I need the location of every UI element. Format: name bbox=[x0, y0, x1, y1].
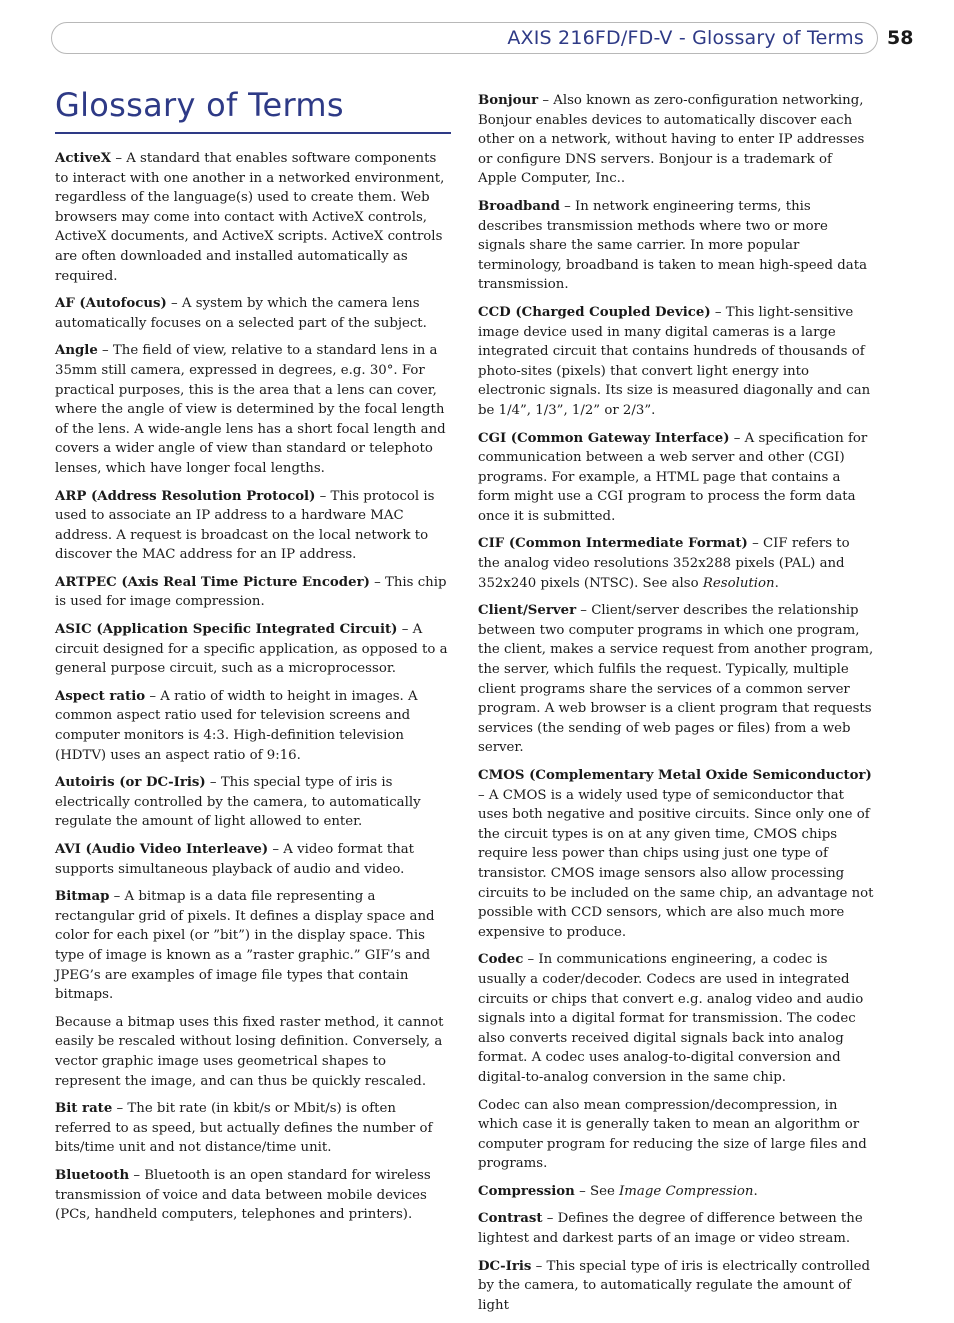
definition-tail: . bbox=[753, 1183, 758, 1199]
glossary-definition: This chip is used for image compression. bbox=[55, 574, 447, 610]
glossary-entry: Contrast – Defines the degree of difference between the lightest and darkest parts of an image or video stream. bbox=[478, 1211, 863, 1247]
glossary-entry: Bonjour – Also known as zero-configuration networking, Bonjour enables devices to automatically discover each other on a network, without having to enter IP addresses or configure DNS servers. Bonjour is a trademark of Apple Computer, Inc.. bbox=[478, 93, 865, 187]
glossary-entry: Client/Server – Client/server describes the relationship between two computer programs in which one program, the client, makes a service request from another program, the server, which fulfils the request. Typically, multiple client programs share the services of a common server program. A web browser is a client program that requests services (the sending of web pages or files) from a web server. bbox=[478, 603, 874, 756]
glossary-definition: In communications engineering, a codec is usually a coder/decoder. Codecs are used in integrated circuits or chips that convert e.g. analog video and audio signals into a digital format for transmission. The codec also converts received digital signals back into analog format. A codec uses analog-to-digital conversion and digital-to-analog conversion in the same chip. bbox=[478, 952, 864, 1085]
definition-tail: . bbox=[774, 575, 779, 591]
page-title: Glossary of Terms bbox=[55, 86, 344, 124]
glossary-definition: A specification for communication between a web server and other (CGI) programs. For example, a HTML page that contains a form might use a CGI program to process the form data once it is submitted. bbox=[478, 430, 868, 524]
glossary-entry: Bit rate – The bit rate (in kbit/s or Mbit/s) is often referred to as speed, but actually defines the number of bits/time unit and not distance/time unit. bbox=[55, 1101, 433, 1156]
glossary-entry: Autoiris (or DC-Iris) – This special type of iris is electrically controlled by the camera, to automatically regulate the amount of light allowed to enter. bbox=[55, 775, 421, 830]
glossary-definition: A bitmap is a data file representing a rectangular grid of pixels. It defines a display space and color for each pixel (or ”bit”) in the display space. This type of image is known as a ”raster graphic.” GIF’s and JPEG’s are examples of image file types that contain bitmaps. bbox=[55, 889, 435, 1003]
glossary-definition: Defines the degree of difference between the lightest and darkest parts of an image or video stream. bbox=[478, 1211, 863, 1247]
glossary-definition: Codec can also mean compression/decompression, in which case it is generally taken to mean an algorithm or computer program for reducing the size of large files and programs. bbox=[478, 1097, 867, 1172]
glossary-term: CIF (Common Intermediate Format) bbox=[478, 536, 748, 552]
glossary-definition: A standard that enables software components to interact with one another in a networked environment, regardless of the language(s) used to create them. Web browsers may come into contact with ActiveX controls, ActiveX documents, and ActiveX scripts. ActiveX controls are often downloaded and installed automatically as required. bbox=[55, 151, 445, 284]
glossary-definition: Because a bitmap uses this fixed raster method, it cannot easily be rescaled without losing definition. Conversely, a vector graphic image uses geometrical shapes to represent the image, and can thus be quickly rescaled. bbox=[55, 1014, 444, 1089]
glossary-definition: Client/server describes the relationship between two computer programs in which one program, the client, makes a service request from another program, the server, which fulfils the request. Typically, multiple client programs share the services of a common server program. A web browser is a client program that requests services (the sending of web pages or files) from a web server. bbox=[478, 603, 874, 756]
glossary-term: ARTPEC (Axis Real Time Picture Encoder) bbox=[55, 574, 370, 590]
glossary-term: Bit rate bbox=[55, 1101, 113, 1117]
glossary-definition: The bit rate (in kbit/s or Mbit/s) is often referred to as speed, but actually defines the number of bits/time unit and not distance/time unit. bbox=[55, 1101, 433, 1156]
glossary-entry: DC-Iris – This special type of iris is electrically controlled by the camera, to automatically regulate the amount of light bbox=[478, 1258, 871, 1313]
title-rule bbox=[55, 132, 451, 134]
glossary-term: CGI (Common Gateway Interface) bbox=[478, 430, 730, 446]
glossary-term: Codec bbox=[478, 952, 524, 968]
glossary-entry: Aspect ratio – A ratio of width to height in images. A common aspect ratio used for television screens and computer monitors is 4:3. High-definition television (HDTV) uses an aspect ratio of 9:16. bbox=[55, 688, 418, 763]
glossary-definition: A system by which the camera lens automatically focuses on a selected part of the subject. bbox=[55, 296, 427, 331]
glossary-term: ActiveX bbox=[55, 151, 112, 166]
glossary-term: Contrast bbox=[478, 1211, 543, 1227]
glossary-term: CMOS (Complementary Metal Oxide Semiconductor) bbox=[478, 768, 872, 783]
glossary-entry: CMOS (Complementary Metal Oxide Semiconductor) – A CMOS is a widely used type of semiconductor that uses both negative and positive circuits. Since only one of the circuit types is on at any given time, CMOS chips require less power than chips using just one type of transistor. CMOS image sensors also allow processing circuits to be included on the same chip, an advantage not possible with CCD sensors, which are also much more expensive to produce. bbox=[478, 768, 874, 940]
glossary-definition: This protocol is used to associate an IP address to a hardware MAC address. A request is broadcast on the local network to discover the MAC address for an IP address. bbox=[55, 488, 435, 563]
glossary-entry bbox=[478, 1096, 874, 1174]
glossary-term: Broadband bbox=[478, 198, 560, 214]
page-number: 58 bbox=[887, 27, 914, 49]
glossary-entry: Bluetooth – Bluetooth is an open standard for wireless transmission of voice and data between mobile devices (PCs, handheld computers, telephones and printers). bbox=[55, 1167, 431, 1223]
glossary-entry: CCD (Charged Coupled Device) – This light-sensitive image device used in many digital cameras is a large integrated circuit that contains hundreds of thousands of photo-sites (pixels) that convert light energy into electronic signals. Its size is measured diagonally and can be 1/4”, 1/3”, 1/2” or 2/3”. bbox=[478, 304, 871, 418]
glossary-entry: Angle – The field of view, relative to a standard lens in a 35mm still camera, expressed in degrees, e.g. 30°. For practical purposes, this is the area that a lens can cover, where the angle of view is determined by the focal length of the lens. A wide-angle lens has a short focal length and covers a wider angle of view than standard or telephoto lenses, which have longer focal lengths. bbox=[55, 343, 446, 476]
glossary-entry: Broadband – In network engineering terms, this describes transmission methods where two or more signals share the same carrier. In more popular terminology, broadband is taken to mean high-speed data transmission. bbox=[478, 198, 867, 293]
glossary-entry: ActiveX – A standard that enables software components to interact with one another in a networked environment, regardless of the language(s) used to create them. Web browsers may come into contact with ActiveX controls, ActiveX documents, and ActiveX scripts. ActiveX controls are often downloaded and installed automatically as required. bbox=[55, 151, 445, 284]
glossary-entry: Compression – See Image Compression. bbox=[478, 1183, 758, 1199]
glossary-definition: Bluetooth is an open standard for wireless transmission of voice and data between mobile devices (PCs, handheld computers, telephones and printers). bbox=[55, 1167, 431, 1223]
glossary-term: AVI (Audio Video Interleave) bbox=[55, 842, 269, 857]
glossary-term: Aspect ratio bbox=[55, 688, 146, 704]
glossary-definition: This special type of iris is electrically controlled by the camera, to automatically regulate the amount of light bbox=[478, 1258, 871, 1313]
glossary-definition: CIF refers to the analog video resolutions 352x288 pixels (PAL) and 352x240 pixels (NTSC). See also bbox=[478, 536, 850, 591]
glossary-definition: A ratio of width to height in images. A common aspect ratio used for television screens and computer monitors is 4:3. High-definition television (HDTV) uses an aspect ratio of 9:16. bbox=[55, 688, 418, 763]
glossary-definition: This light-sensitive image device used in many digital cameras is a large integrated circuit that contains hundreds of thousands of photo-sites (pixels) that convert light energy into electronic signals. Its size is measured diagonally and can be 1/4”, 1/3”, 1/2” or 2/3”. bbox=[478, 304, 871, 418]
glossary-term: ASIC (Application Specific Integrated Circuit) bbox=[55, 622, 398, 638]
glossary-term: AF (Autofocus) bbox=[55, 296, 167, 312]
header-title: AXIS 216FD/FD-V - Glossary of Terms bbox=[507, 27, 864, 49]
glossary-entry: AF (Autofocus) – A system by which the camera lens automatically focuses on a selected part of the subject. bbox=[55, 296, 427, 331]
glossary-definition: The field of view, relative to a standard lens in a 35mm still camera, expressed in degrees, e.g. 30°. For practical purposes, this is the area that a lens can cover, where the angle of view is determined by the focal length of the lens. A wide-angle lens has a short focal length and covers a wider angle of view than standard or telephoto lenses, which have longer focal lengths. bbox=[55, 343, 446, 476]
glossary-definition: This special type of iris is electrically controlled by the camera, to automatically regulate the amount of light allowed to enter. bbox=[55, 775, 421, 830]
glossary-definition: A video format that supports simultaneous playback of audio and video. bbox=[55, 842, 415, 877]
glossary-definition: Also known as zero-configuration networking, Bonjour enables devices to automatically discover each other on a network, without having to enter IP addresses or configure DNS servers. Bonjour is a trademark of Apple Computer, Inc.. bbox=[478, 93, 865, 187]
glossary-definition: In network engineering terms, this describes transmission methods where two or more signals share the same carrier. In more popular terminology, broadband is taken to mean high-speed data transmission. bbox=[478, 198, 867, 293]
glossary-term: CCD (Charged Coupled Device) bbox=[478, 304, 711, 320]
glossary-term: Bonjour bbox=[478, 93, 539, 108]
glossary-term: Client/Server bbox=[478, 603, 577, 619]
left-column bbox=[55, 149, 451, 1233]
glossary-entry: CGI (Common Gateway Interface) – A specification for communication between a web server and other (CGI) programs. For example, a HTML page that contains a form might use a CGI program to process the form data once it is submitted. bbox=[478, 430, 868, 524]
glossary-entry bbox=[55, 1013, 451, 1091]
glossary-entry: ASIC (Application Specific Integrated Circuit) – A circuit designed for a specific application, as opposed to a general purpose circuit, such as a microprocessor. bbox=[55, 622, 448, 677]
glossary-term: ARP (Address Resolution Protocol) bbox=[55, 488, 316, 504]
glossary-term: Compression bbox=[478, 1183, 575, 1199]
right-column bbox=[478, 91, 874, 1323]
glossary-definition: See bbox=[589, 1183, 620, 1199]
cross-reference: Image Compression bbox=[619, 1183, 754, 1199]
glossary-term: DC-Iris bbox=[478, 1258, 532, 1274]
glossary-term: Autoiris (or DC-Iris) bbox=[55, 775, 206, 791]
glossary-entry: AVI (Audio Video Interleave) – A video format that supports simultaneous playback of audio and video. bbox=[55, 842, 415, 877]
glossary-definition: A circuit designed for a specific application, as opposed to a general purpose circuit, such as a microprocessor. bbox=[55, 622, 448, 677]
glossary-entry: ARTPEC (Axis Real Time Picture Encoder) – This chip is used for image compression. bbox=[55, 574, 447, 610]
glossary-entry: Codec – In communications engineering, a codec is usually a coder/decoder. Codecs are used in integrated circuits or chips that convert e.g. analog video and audio signals into a digital format for transmission. The codec also converts received digital signals back into analog format. A codec uses analog-to-digital conversion and digital-to-analog conversion in the same chip. bbox=[478, 952, 864, 1085]
glossary-term: Bluetooth bbox=[55, 1167, 130, 1183]
glossary-entry: CIF (Common Intermediate Format) – CIF refers to the analog video resolutions 352x288 pixels (PAL) and 352x240 pixels (NTSC). See also Resolution. bbox=[478, 536, 850, 591]
glossary-term: Angle bbox=[55, 343, 98, 359]
glossary-entry: Bitmap – A bitmap is a data file representing a rectangular grid of pixels. It defines a display space and color for each pixel (or ”bit”) in the display space. This type of image is known as a ”raster graphic.” GIF’s and JPEG’s are examples of image file types that contain bitmaps. bbox=[55, 889, 435, 1003]
glossary-definition: A CMOS is a widely used type of semiconductor that uses both negative and positive circuits. Since only one of the circuit types is on at any given time, CMOS chips require less power than chips using just one type of transistor. CMOS image sensors also allow processing circuits to be included on the same chip, an advantage not possible with CCD sensors, which are also much more expensive to produce. bbox=[478, 787, 874, 940]
glossary-entry: ARP (Address Resolution Protocol) – This protocol is used to associate an IP address to a hardware MAC address. A request is broadcast on the local network to discover the MAC address for an IP address. bbox=[55, 488, 435, 563]
cross-reference: Resolution bbox=[702, 575, 775, 591]
glossary-term: Bitmap bbox=[55, 889, 110, 905]
